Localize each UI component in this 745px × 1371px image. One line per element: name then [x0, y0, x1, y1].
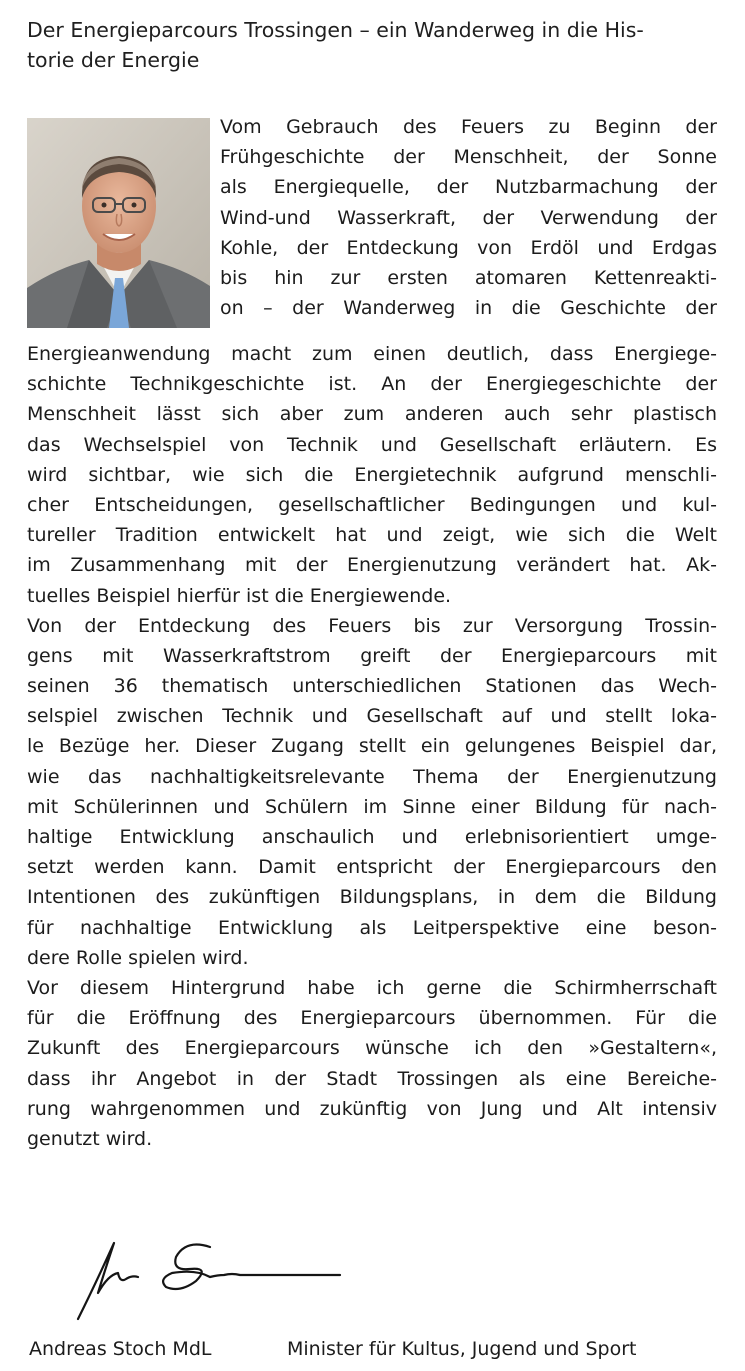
title-line: torie der Energie	[27, 48, 200, 73]
title-line: Der Energieparcours Trossingen – ein Wanderweg in die His-	[27, 18, 644, 42]
wrapped-paragraph	[220, 112, 717, 323]
text-line: setzt werden kann. Damit entspricht der Energieparcours den	[27, 856, 717, 879]
text-line: wird sichtbar, wie sich die Energietechnik aufgrund menschli-	[27, 463, 717, 486]
signature	[60, 1225, 360, 1325]
text-line: Energieanwendung macht zum einen deutlich, dass Energiege-	[27, 343, 717, 365]
portrait-illustration	[27, 118, 210, 328]
portrait-photo	[27, 118, 210, 328]
text-line: Vor diesem Hintergrund habe ich gerne die Schirmherrschaft	[27, 976, 717, 999]
text-line: rung wahrgenommen und zukünftig von Jung und Alt intensiv	[27, 1097, 717, 1120]
text-line: Zukunft des Energieparcours wünsche ich den »Gestaltern«,	[27, 1037, 717, 1060]
text-line: dere Rolle spielen wird.	[27, 946, 249, 969]
text-line: Frühgeschichte der Menschheit, der Sonne	[220, 146, 717, 169]
text-line: genutzt wird.	[27, 1127, 153, 1150]
text-line: das Wechselspiel von Technik und Gesellschaft erläutern. Es	[27, 433, 717, 456]
text-line: tuelles Beispiel hierfür ist die Energiewende.	[27, 584, 452, 607]
text-line: haltige Entwicklung anschaulich und erlebnisorientiert umge-	[27, 826, 717, 848]
text-line: schichte Technikgeschichte ist. An der Energiegeschichte der	[27, 373, 717, 396]
text-line: Menschheit lässt sich aber zum anderen auch sehr plastisch	[27, 403, 717, 426]
text-line: Von der Entdeckung des Feuers bis zur Versorgung Trossin-	[27, 614, 717, 637]
text-line: für die Eröffnung des Energieparcours übernommen. Für die	[27, 1007, 717, 1030]
text-line: selspiel zwischen Technik und Gesellschaft auf und stellt loka-	[27, 705, 717, 728]
text-line: cher Entscheidungen, gesellschaftlicher Bedingungen und kul-	[27, 493, 717, 516]
text-line: als Energiequelle, der Nutzbarmachung der	[220, 176, 717, 199]
text-line: seinen 36 thematisch unterschiedlichen Stationen das Wech-	[27, 675, 717, 698]
text-line: Intentionen des zukünftigen Bildungsplans, in dem die Bildung	[27, 886, 717, 909]
text-line: le Bezüge her. Dieser Zugang stellt ein gelungenes Beispiel dar,	[27, 735, 717, 758]
text-line: dass ihr Angebot in der Stadt Trossingen als eine Bereiche-	[27, 1067, 717, 1090]
text-line: Vom Gebrauch des Feuers zu Beginn der	[220, 116, 717, 138]
text-line: gens mit Wasserkraftstrom greift der Energieparcours mit	[27, 644, 717, 667]
text-line: on – der Wanderweg in die Geschichte der	[220, 297, 717, 320]
page-title	[27, 14, 707, 74]
text-line: im Zusammenhang mit der Energienutzung verändert hat. Ak-	[27, 554, 717, 577]
signature-mark	[60, 1225, 360, 1325]
body-text	[27, 339, 717, 1154]
text-line: für nachhaltige Entwicklung als Leitperspektive eine beson-	[27, 916, 717, 939]
author-role: Minister für Kultus, Jugend und Sport	[287, 1338, 637, 1360]
text-line: tureller Tradition entwickelt hat und zeigt, wie sich die Welt	[27, 524, 717, 547]
text-line: wie das nachhaltigkeitsrelevante Thema der Energienutzung	[27, 765, 717, 788]
text-line: Kohle, der Entdeckung von Erdöl und Erdgas	[220, 236, 717, 259]
text-line: mit Schülerinnen und Schülern im Sinne einer Bildung für nach-	[27, 795, 717, 818]
text-line: bis hin zur ersten atomaren Kettenreakti-	[220, 266, 717, 289]
text-line: Wind-und Wasserkraft, der Verwendung der	[220, 206, 717, 229]
author-name: Andreas Stoch MdL	[29, 1338, 212, 1360]
